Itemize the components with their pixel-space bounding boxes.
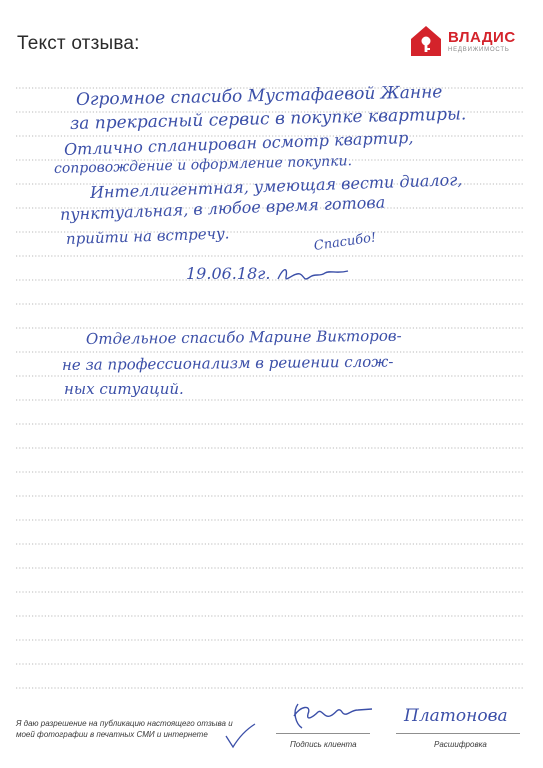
publication-consent: Я даю разрешение на публикацию настоящего отзыва и моей фотографии в печатных СМИ и интернете xyxy=(16,719,233,739)
review-line: Отдельное спасибо Марине Викторов- xyxy=(85,326,402,348)
review-date: 19.06.18г. xyxy=(186,264,271,283)
decoding-label: Расшифровка xyxy=(434,740,487,749)
page-title: Текст отзыва: xyxy=(17,33,140,54)
decoding-handwritten: Платонова xyxy=(404,706,508,726)
signature-label: Подпись клиента xyxy=(290,740,357,749)
review-line: Огромное спасибо Мустафаевой Жанне xyxy=(75,82,443,110)
review-initials-signature xyxy=(274,262,354,286)
client-signature xyxy=(288,698,378,732)
review-line: ных ситуаций. xyxy=(64,380,184,398)
review-line: прийти на встречу. xyxy=(65,224,230,248)
review-line: не за профессионализм в решении слож- xyxy=(61,352,394,374)
review-line: за прекрасный сервис в покупке квартиры. xyxy=(69,104,467,134)
review-line: Спасибо! xyxy=(312,230,378,254)
decoding-line xyxy=(396,733,520,734)
review-line: пунктуальная, в любое время готова xyxy=(59,192,386,224)
review-line: Интеллигентная, умеющая вести диалог, xyxy=(89,170,463,202)
review-line: Отлично спланирован осмотр квартир, xyxy=(63,127,414,159)
checkmark-icon xyxy=(223,722,257,750)
review-line: сопровождение и оформление покупки. xyxy=(53,153,353,177)
brand-subtitle: НЕДВИЖИМОСТЬ xyxy=(448,47,510,53)
signature-line xyxy=(276,733,370,734)
brand-name: ВЛАДИС xyxy=(448,29,516,46)
